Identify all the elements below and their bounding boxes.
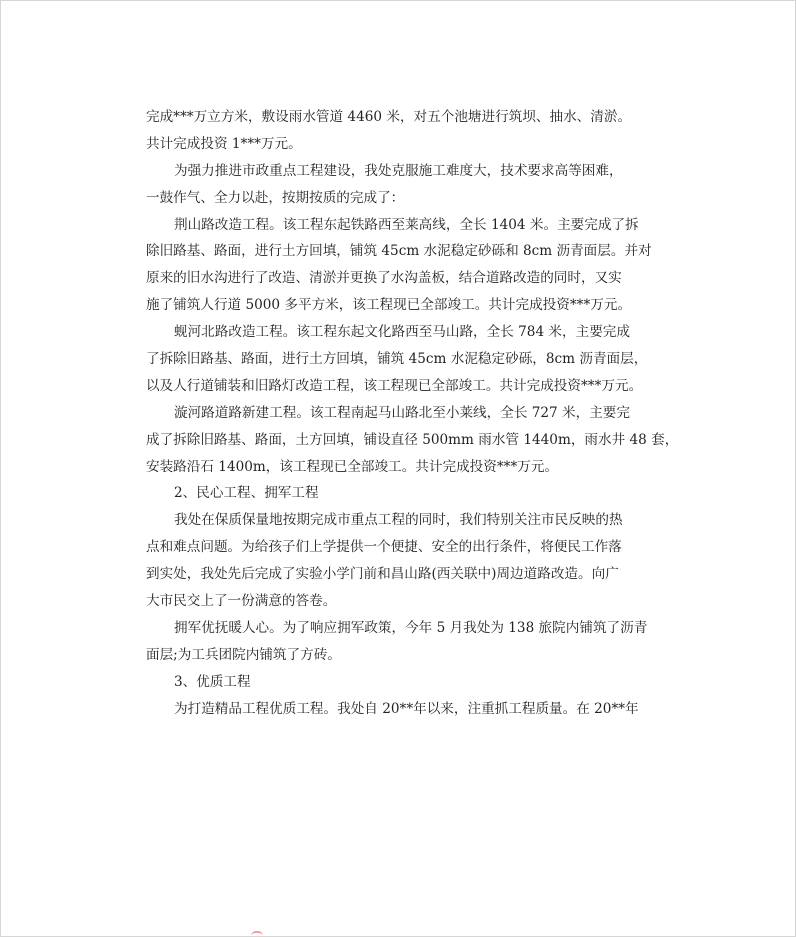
text-line: 为打造精品工程优质工程。我处自 20**年以来，注重抓工程质量。在 20**年 bbox=[174, 700, 639, 717]
text-line: 我处在保质保量地按期完成市重点工程的同时，我们特别关注市民反映的热 bbox=[174, 512, 623, 529]
text-line: 漩河路道路新建工程。该工程南起马山路北至小莱线，全长 727 米，主要完 bbox=[174, 404, 630, 421]
text-line: 完成***万立方米，敷设雨水管道 4460 米，对五个池塘进行筑坝、抽水、清淤。 bbox=[146, 109, 632, 125]
text-line: 了拆除旧路基、路面，进行土方回填，铺筑 45cm 水泥稳定砂砾，8cm 沥青面层， bbox=[146, 351, 648, 368]
text-line: 蚬河北路改造工程。该工程东起文化路西至马山路，全长 784 米，主要完成 bbox=[174, 324, 630, 341]
text-line: 2、民心工程、拥军工程 bbox=[174, 485, 319, 502]
text-line: 一鼓作气、全力以赴，按期按质的完成了： bbox=[146, 189, 405, 206]
text-line: 拥军优抚暖人心。为了响应拥军政策，今年 5 月我处为 138 旅院内铺筑了沥青 bbox=[174, 619, 648, 636]
text-line: 成了拆除旧路基、路面，土方回填，铺设直径 500mm 雨水管 1440m，雨水井 48 套， bbox=[146, 431, 679, 448]
text-line: 大市民交上了一份满意的答卷。 bbox=[146, 593, 337, 610]
text-line: 施了铺筑人行道 5000 多平方米，该工程现已全部竣工。共计完成投资***万元。 bbox=[146, 297, 632, 314]
text-line: 共计完成投资 1***万元。 bbox=[146, 135, 302, 152]
text-line: 除旧路基、路面，进行土方回填，铺筑 45cm 水泥稳定砂砾和 8cm 沥青面层。并对 bbox=[146, 243, 652, 260]
text-line: 3、优质工程 bbox=[174, 673, 251, 690]
text-line: 到实处，我处先后完成了实验小学门前和昌山路(西关联中)周边道路改造。向广 bbox=[146, 566, 619, 583]
text-line: 荆山路改造工程。该工程东起铁路西至莱高线，全长 1404 米。主要完成了拆 bbox=[174, 216, 639, 233]
text-line: 以及人行道铺装和旧路灯改造工程，该工程现已全部竣工。共计完成投资***万元。 bbox=[146, 377, 643, 394]
text-line: 原来的旧水沟进行了改造、清淤并更换了水沟盖板，结合道路改造的同时，又实 bbox=[146, 270, 622, 287]
document-body bbox=[146, 104, 679, 722]
text-line: 安装路沿石 1400m，该工程现已全部竣工。共计完成投资***万元。 bbox=[146, 458, 559, 475]
page-edge-mark bbox=[251, 931, 263, 936]
text-line: 为强力推进市政重点工程建设，我处克服施工难度大，技术要求高等困难， bbox=[174, 162, 623, 179]
text-line: 点和难点问题。为给孩子们上学提供一个便捷、安全的出行条件，将便民工作落 bbox=[146, 539, 622, 556]
text-line: 面层;为工兵团院内铺筑了方砖。 bbox=[146, 646, 341, 663]
